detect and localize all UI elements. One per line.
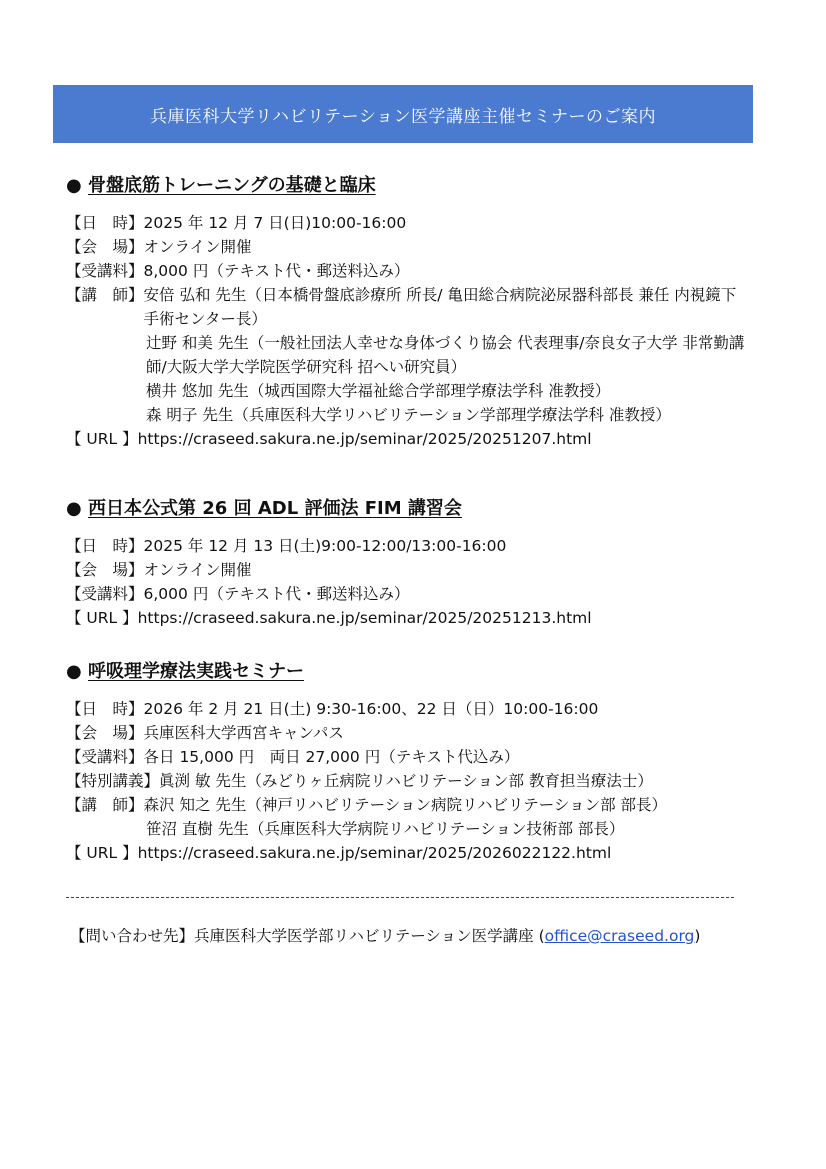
lecturer-row: 【講 師】 安倍 弘和 先生（日本橋骨盤底診療所 所長/ 亀田総合病院泌尿器科部長 兼任 内視鏡下手術センター長） bbox=[66, 286, 737, 328]
date-row: 【日 時】 2025 年 12 月 7 日(日)10:00-16:00 bbox=[66, 214, 407, 232]
bullet-icon: ● bbox=[66, 661, 82, 682]
lecturer-item: 森 明子 先生（兵庫医科大学リハビリテーション学部理学療法学科 准教授） bbox=[146, 406, 671, 424]
venue-row: 【会 場】 オンライン開催 bbox=[66, 238, 252, 256]
fee-row: 【受講料】 各日 15,000 円 両日 27,000 円（テキスト代込み） bbox=[66, 748, 520, 766]
contact-text: 兵庫医科大学医学部リハビリテーション医学講座 bbox=[194, 927, 539, 945]
header-banner: 兵庫医科大学リハビリテーション医学講座主催セミナーのご案内 bbox=[53, 85, 753, 143]
contact-email-link[interactable]: office@craseed.org bbox=[544, 927, 695, 945]
bullet-icon: ● bbox=[66, 498, 82, 519]
fee-row: 【受講料】 6,000 円（テキスト代・郵送料込み） bbox=[66, 585, 410, 603]
lecturer-item: 辻野 和美 先生（一般社団法人幸せな身体づくり協会 代表理事/奈良女子大学 非常勤講師/大阪大学大学院医学研究科 招へい研究員） bbox=[146, 334, 745, 376]
bullet-icon: ● bbox=[66, 175, 82, 196]
seminar-url-link[interactable]: https://craseed.sakura.ne.jp/seminar/2025/20251213.html bbox=[137, 609, 592, 627]
venue-row: 【会 場】 オンライン開催 bbox=[66, 561, 252, 579]
seminar-title: ● 呼吸理学療法実践セミナー bbox=[66, 659, 766, 685]
seminar-section-1 bbox=[66, 173, 766, 451]
seminar-url-link[interactable]: https://craseed.sakura.ne.jp/seminar/2025/20251207.html bbox=[137, 430, 592, 448]
date-row: 【日 時】 2025 年 12 月 13 日(土)9:00-12:00/13:00-16:00 bbox=[66, 537, 507, 555]
dashed-divider bbox=[66, 897, 734, 898]
special-lecture-row: 【特別講義】 眞渕 敏 先生（みどりヶ丘病院リハビリテーション部 教育担当療法士） bbox=[66, 772, 653, 790]
lecturer-item: 横井 悠加 先生（城西国際大学福祉総合学部理学療法学科 准教授） bbox=[146, 382, 611, 400]
seminar-section-2 bbox=[66, 496, 766, 630]
fee-row: 【受講料】 8,000 円（テキスト代・郵送料込み） bbox=[66, 262, 410, 280]
seminar-url-link[interactable]: https://craseed.sakura.ne.jp/seminar/2025/2026022122.html bbox=[137, 844, 612, 862]
contact-label: 【問い合わせ先】 bbox=[70, 927, 195, 945]
url-row: 【 URL 】 https://craseed.sakura.ne.jp/seminar/2025/20251213.html bbox=[66, 606, 766, 630]
url-row: 【 URL 】 https://craseed.sakura.ne.jp/seminar/2025/20251207.html bbox=[66, 427, 766, 451]
seminar-title: ● 西日本公式第 26 回 ADL 評価法 FIM 講習会 bbox=[66, 496, 766, 522]
lecturer-item: 笹沼 直樹 先生（兵庫医科大学病院リハビリテーション技術部 部長） bbox=[146, 820, 625, 838]
date-row: 【日 時】 2026 年 2 月 21 日(土) 9:30-16:00、22 日（日）10:00-16:00 bbox=[66, 700, 599, 718]
lecturer-row: 【講 師】 森沢 知之 先生（神戸リハビリテーション病院リハビリテーション部 部長） bbox=[66, 796, 668, 814]
contact-line: 【問い合わせ先】兵庫医科大学医学部リハビリテーション医学講座 (office@craseed.org) bbox=[70, 927, 701, 945]
url-row: 【 URL 】 https://craseed.sakura.ne.jp/seminar/2025/2026022122.html bbox=[66, 841, 766, 865]
seminar-title: ● 骨盤底筋トレーニングの基礎と臨床 bbox=[66, 173, 766, 199]
seminar-section-3 bbox=[66, 659, 766, 865]
venue-row: 【会 場】 兵庫医科大学西宮キャンパス bbox=[66, 724, 344, 742]
